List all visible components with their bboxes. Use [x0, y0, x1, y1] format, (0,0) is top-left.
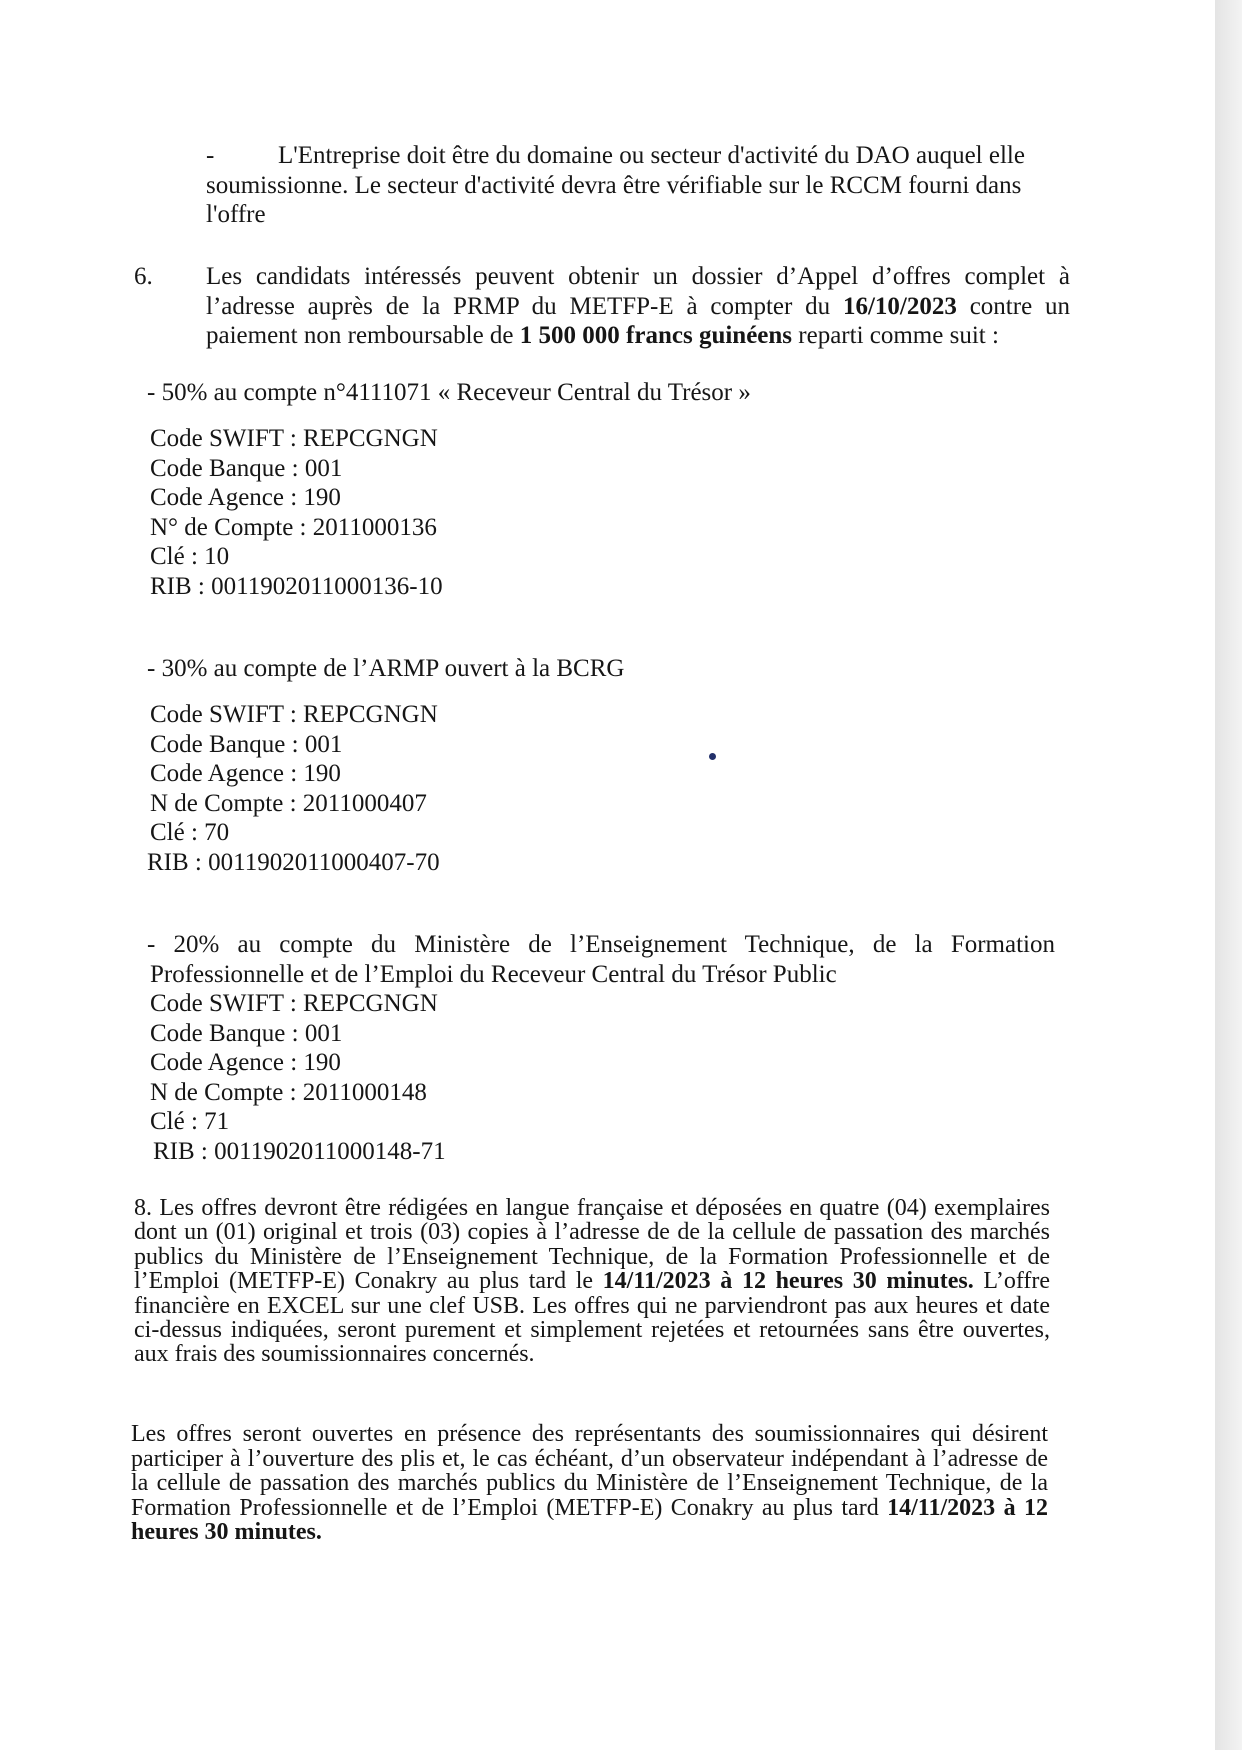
payment-30-heading: - 30% au compte de l’ARMP ouvert à la BCRG: [147, 655, 625, 682]
item-6-line2: l’adresse auprès de la PRMP du METFP-E à compter du 16/10/2023 contre un: [206, 292, 1070, 320]
item-6-paragraph: [206, 262, 1070, 351]
opening-deadline-part1: 14/11/2023 à 12: [887, 1495, 1048, 1521]
item-6-number: 6.: [134, 263, 153, 290]
item-8-line6: ci-dessus indiquées, seront purement et simplement rejetées et retournées sans être ouvertes,: [134, 1317, 1050, 1343]
sector-requirement-bullet: [206, 141, 1036, 230]
payment-50-heading: - 50% au compte n°4111071 « Receveur Central du Trésor »: [147, 379, 751, 406]
account-number: N de Compte : 2011000407: [150, 789, 427, 817]
account-key: Clé : 71: [150, 1108, 230, 1135]
bank-code: Code Banque : 001: [150, 730, 343, 758]
opening-line1: Les offres seront ouvertes en présence des représentants des soumissionnaires qui désirent: [131, 1422, 1048, 1447]
agency-code: Code Agence : 190: [150, 1049, 341, 1076]
swift-code: Code SWIFT : REPCGNGN: [150, 701, 438, 728]
payment-20-heading-line2: Professionnelle et de l’Emploi du Receveur Central du Trésor Public: [150, 960, 837, 988]
stray-ink-dot: [709, 753, 716, 760]
payment-50-details: [150, 424, 443, 601]
bullet-text-line3: l'offre: [206, 201, 266, 228]
item-8-paragraph: [134, 1196, 1050, 1367]
opening-line2: participer à l’ouverture des plis et, le cas échéant, d’un observateur indépendant à l’adresse de: [131, 1446, 1048, 1472]
swift-code: Code SWIFT : REPCGNGN: [150, 425, 438, 452]
bullet-text-line1: L'Entreprise doit être du domaine ou secteur d'activité du DAO auquel elle: [278, 142, 1025, 169]
agency-code: Code Agence : 190: [150, 484, 341, 511]
swift-code: Code SWIFT : REPCGNGN: [150, 990, 438, 1017]
item-8-line2: dont un (01) original et trois (03) copies à l’adresse de de la cellule de passation des marchés: [134, 1220, 1050, 1245]
item-6-line1: Les candidats intéressés peuvent obtenir un dossier d’Appel d’offres complet à: [206, 263, 1070, 290]
rib: RIB : 0011902011000148-71: [153, 1137, 446, 1165]
payment-20-block: [147, 930, 1055, 1166]
rib: RIB : 0011902011000407-70: [147, 848, 440, 876]
dao-start-date: 16/10/2023: [842, 292, 957, 320]
account-key: Clé : 10: [150, 543, 230, 570]
account-key: Clé : 70: [150, 819, 230, 846]
item-8-line5: financière en EXCEL sur une clef USB. Les offres qui ne parviendront pas aux heures et date: [134, 1293, 1050, 1318]
rib: RIB : 0011902011000136-10: [150, 572, 443, 600]
dao-price: 1 500 000 francs guinéens: [519, 322, 793, 349]
opening-paragraph: [131, 1422, 1048, 1545]
item-6-line3: paiement non remboursable de 1 500 000 francs guinéens reparti comme suit :: [206, 322, 999, 349]
opening-deadline-part2: heures 30 minutes.: [131, 1519, 322, 1546]
opening-line3: la cellule de passation des marchés publics du Ministère de l’Enseignement Technique, de la: [131, 1471, 1048, 1496]
item-8-line3: publics du Ministère de l’Enseignement Technique, de la Formation Professionnelle et de: [134, 1244, 1050, 1270]
submission-deadline: 14/11/2023 à 12 heures 30 minutes.: [602, 1269, 974, 1294]
account-number: N de Compte : 2011000148: [150, 1078, 427, 1106]
opening-line5: [131, 1520, 1048, 1545]
item-8-line7: aux frais des soumissionnaires concernés.: [134, 1341, 535, 1368]
account-number: N° de Compte : 2011000136: [150, 513, 437, 541]
bullet-text-line2: soumissionne. Le secteur d'activité devra être vérifiable sur le RCCM fourni dans: [206, 171, 1022, 199]
agency-code: Code Agence : 190: [150, 760, 341, 787]
bank-code: Code Banque : 001: [150, 1019, 343, 1047]
item-8-line1: 8. Les offres devront être rédigées en langue française et déposées en quatre (04) exemplaires: [134, 1196, 1050, 1221]
opening-line4: Formation Professionnelle et de l’Emploi (METFP-E) Conakry au plus tard 14/11/2023 à 12: [131, 1495, 1048, 1521]
item-8-line4: l’Emploi (METFP-E) Conakry au plus tard le 14/11/2023 à 12 heures 30 minutes. L’offre: [134, 1269, 1050, 1294]
bullet-marker: -: [206, 142, 215, 169]
bank-code: Code Banque : 001: [150, 454, 343, 482]
payment-20-heading-line1: - 20% au compte du Ministère de l’Enseignement Technique, de la Formation: [147, 931, 1055, 958]
payment-30-details: [147, 700, 440, 877]
page-edge-shadow: [1215, 0, 1242, 1750]
